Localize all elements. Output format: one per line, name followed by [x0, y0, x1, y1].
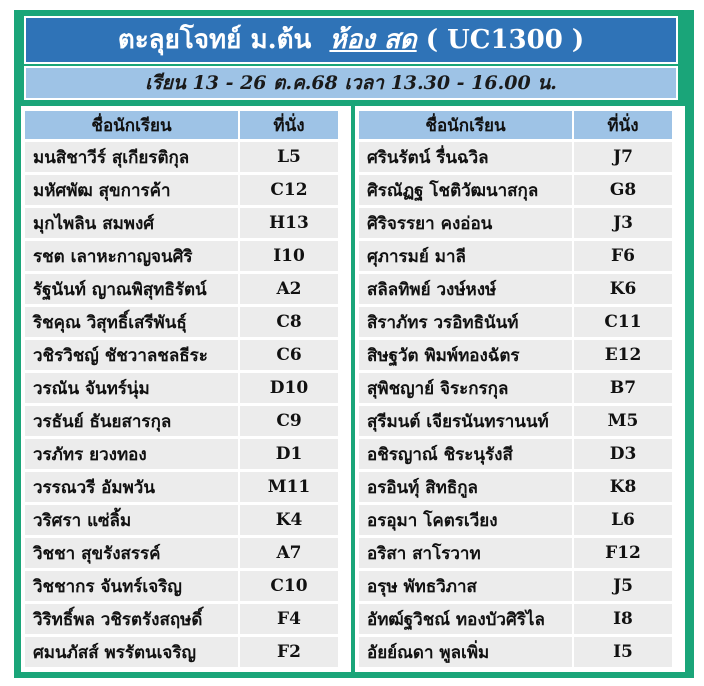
table-row [359, 571, 672, 601]
table-row [359, 175, 672, 205]
seat-cell: L5 [240, 142, 338, 172]
table-row [359, 373, 672, 403]
seat-cell: J7 [574, 142, 672, 172]
table-row [359, 406, 672, 436]
table-row [25, 208, 338, 238]
table-row [25, 538, 338, 568]
seat-cell: L6 [574, 505, 672, 535]
table-header-row [359, 111, 672, 139]
table-row [25, 274, 338, 304]
table-row [25, 241, 338, 271]
student-name-cell: ริชคุณ วิสุทธิ์เสรีพันธุ์ [25, 307, 238, 337]
column-header-name: ชื่อนักเรียน [359, 111, 572, 139]
table-row [359, 142, 672, 172]
seat-cell: C12 [240, 175, 338, 205]
student-name-cell: มนสิชาวีร์ สุเกียรติกุล [25, 142, 238, 172]
table-row [25, 340, 338, 370]
table-row [25, 505, 338, 535]
student-name-cell: อรอินทุ์ สิทธิกูล [359, 472, 572, 502]
column-header-seat: ที่นั่ง [574, 111, 672, 139]
seat-cell: I5 [574, 637, 672, 667]
student-name-cell: ศุภารมย์ มาลี [359, 241, 572, 271]
page-title [24, 16, 678, 64]
table-header-row [25, 111, 338, 139]
table-row [359, 439, 672, 469]
student-name-cell: สุพิชญาย์ จิระกรกุล [359, 373, 572, 403]
seat-cell: B7 [574, 373, 672, 403]
table-row [25, 604, 338, 634]
seat-cell: D1 [240, 439, 338, 469]
table-row [25, 307, 338, 337]
student-name-cell: วิชชา สุขรังสรรค์ [25, 538, 238, 568]
title-code: ( UC1300 ) [425, 25, 585, 55]
table-row [359, 505, 672, 535]
schedule-subtitle: เรียน 13 - 26 ต.ค.68 เวลา 13.30 - 16.00 น. [24, 66, 678, 100]
seat-cell: E12 [574, 340, 672, 370]
student-name-cell: อัทฒ์ฐวิชณ์ ทองบัวศิริไล [359, 604, 572, 634]
seat-cell: C10 [240, 571, 338, 601]
table-body [359, 142, 672, 667]
seating-table [23, 108, 340, 670]
seat-cell: K8 [574, 472, 672, 502]
student-name-cell: สลิลทิพย์ วงษ์หงษ์ [359, 274, 572, 304]
student-name-cell: วิชชากร จันทร์เจริญ [25, 571, 238, 601]
student-name-cell: อรุษ พัทธวิภาส [359, 571, 572, 601]
student-name-cell: สิราภัทร วรอิทธินันท์ [359, 307, 572, 337]
table-row [359, 307, 672, 337]
seat-cell: M11 [240, 472, 338, 502]
student-name-cell: ศรินรัตน์ รื่นฉวิล [359, 142, 572, 172]
student-name-cell: วรธันย์ ธันยสารกุล [25, 406, 238, 436]
table-row [359, 604, 672, 634]
seating-table-right [355, 106, 685, 672]
seat-cell: I10 [240, 241, 338, 271]
seat-cell: J5 [574, 571, 672, 601]
student-name-cell: อัยย์ณดา พูลเพิ่ม [359, 637, 572, 667]
student-name-cell: วรรณวรี อัมพวัน [25, 472, 238, 502]
title-room: ห้อง สด [329, 25, 417, 55]
table-row [359, 340, 672, 370]
table-body [25, 142, 338, 667]
table-row [359, 472, 672, 502]
student-name-cell: รชต เลาหะกาญจนศิริ [25, 241, 238, 271]
student-name-cell: ศิริจรรยา คงอ่อน [359, 208, 572, 238]
student-name-cell: สิษฐวัต พิมพ์ทองฉัตร [359, 340, 572, 370]
seat-cell: F4 [240, 604, 338, 634]
student-name-cell: อริสา สาโรวาท [359, 538, 572, 568]
table-row [359, 538, 672, 568]
seat-cell: C9 [240, 406, 338, 436]
table-row [359, 208, 672, 238]
seat-cell: M5 [574, 406, 672, 436]
seat-cell: I8 [574, 604, 672, 634]
seat-cell: J3 [574, 208, 672, 238]
table-row [25, 439, 338, 469]
student-name-cell: มุกไพลิน สมพงศ์ [25, 208, 238, 238]
seat-cell: A7 [240, 538, 338, 568]
seating-table-left [21, 106, 351, 672]
student-name-cell: อรอุมา โคตรเวียง [359, 505, 572, 535]
seat-cell: F12 [574, 538, 672, 568]
title-prefix: ตะลุยโจทย์ ม.ต้น [117, 25, 312, 55]
seat-cell: K4 [240, 505, 338, 535]
table-row [25, 406, 338, 436]
student-name-cell: วริศรา แซ่ลิ้ม [25, 505, 238, 535]
student-name-cell: สุรีมนต์ เจียรนันทรานนท์ [359, 406, 572, 436]
seating-table [357, 108, 674, 670]
column-header-seat: ที่นั่ง [240, 111, 338, 139]
student-name-cell: วรณัน จันทร์นุ่ม [25, 373, 238, 403]
table-row [359, 274, 672, 304]
table-row [25, 571, 338, 601]
student-name-cell: มหัศพัฒ สุขการค้า [25, 175, 238, 205]
seat-cell: C8 [240, 307, 338, 337]
seat-cell: C11 [574, 307, 672, 337]
seat-cell: G8 [574, 175, 672, 205]
student-name-cell: วรภัทร ยวงทอง [25, 439, 238, 469]
seat-cell: H13 [240, 208, 338, 238]
student-name-cell: ศิรณัฏฐ โชติวัฒนาสกุล [359, 175, 572, 205]
seat-cell: F6 [574, 241, 672, 271]
table-row [359, 241, 672, 271]
seat-cell: D10 [240, 373, 338, 403]
student-name-cell: วชิรวิชญ์ ชัชวาลชลธีระ [25, 340, 238, 370]
student-name-cell: วิริทธิ์พล วชิรตรังสฤษดิ์ [25, 604, 238, 634]
table-row [25, 373, 338, 403]
table-row [25, 472, 338, 502]
column-header-name: ชื่อนักเรียน [25, 111, 238, 139]
seat-cell: A2 [240, 274, 338, 304]
seat-cell: F2 [240, 637, 338, 667]
student-name-cell: ศมนภัสส์ พรรัตนเจริญ [25, 637, 238, 667]
seat-cell: K6 [574, 274, 672, 304]
table-row [25, 637, 338, 667]
table-row [359, 637, 672, 667]
seat-cell: D3 [574, 439, 672, 469]
table-row [25, 175, 338, 205]
student-name-cell: รัฐนันท์ ญาณพิสุทธิรัตน์ [25, 274, 238, 304]
table-row [25, 142, 338, 172]
seat-cell: C6 [240, 340, 338, 370]
student-name-cell: อชิรญาณ์ ชิระนุรังสี [359, 439, 572, 469]
